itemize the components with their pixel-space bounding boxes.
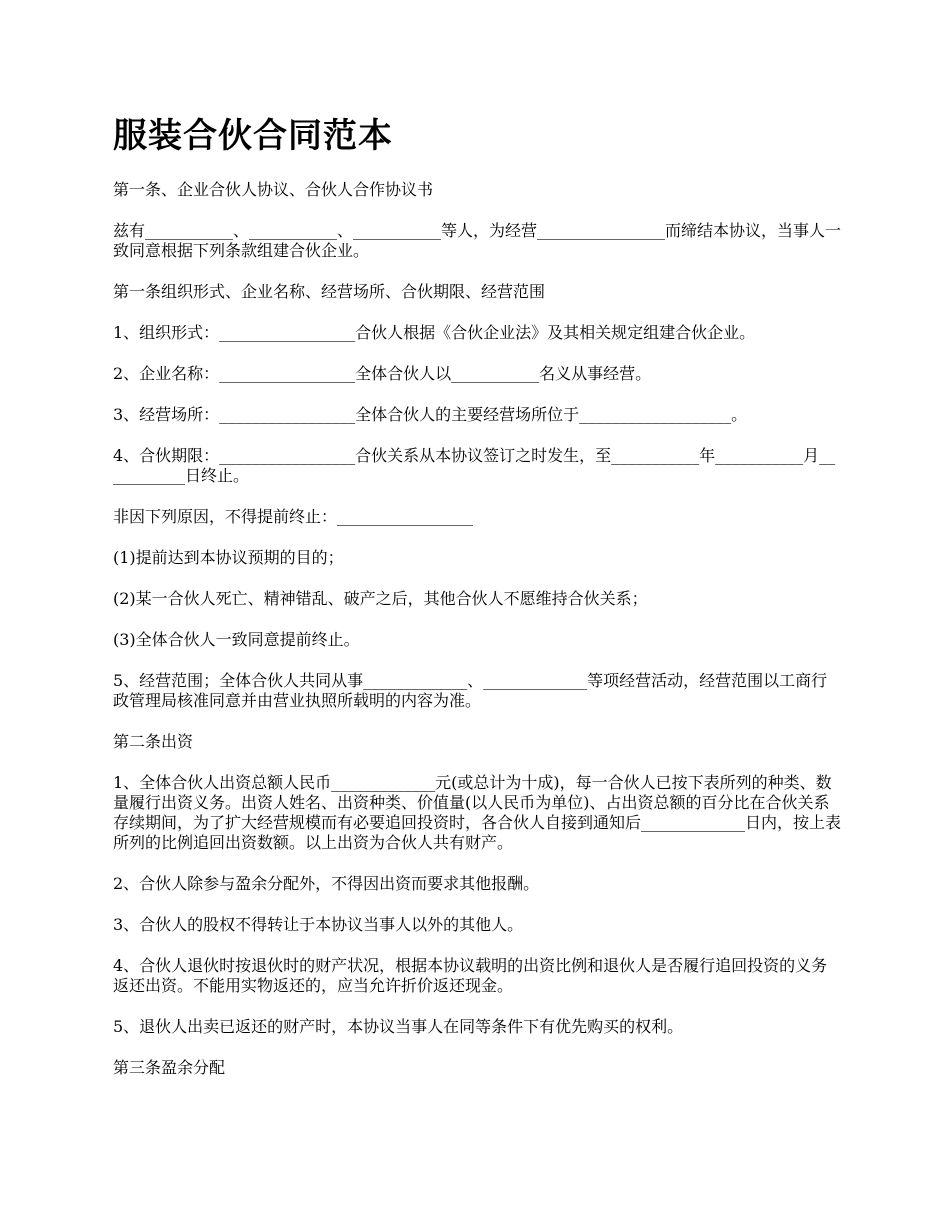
paragraph-partnership-term: 4、合伙期限：_________________合伙关系从本协议签订之时发生，至___________年___________月___________日终止。: [113, 446, 836, 485]
paragraph-article-3-heading: 第三条盈余分配: [113, 1058, 226, 1077]
paragraph-equity-transfer: 3、合伙人的股权不得转让于本协议当事人以外的其他人。: [113, 915, 524, 934]
paragraph-termination-2: (2)某一合伙人死亡、精神错乱、破产之后，其他合伙人不愿维持合伙关系；: [113, 589, 648, 608]
paragraph-section-1-heading: 第一条组织形式、企业名称、经营场所、合伙期限、经营范围: [113, 282, 546, 301]
paragraph-article-1-heading: 第一条、企业合伙人协议、合伙人合作协议书: [113, 180, 434, 199]
document-title: 服装合伙合同范本: [113, 116, 393, 156]
paragraph-withdrawal-refund: 4、合伙人退伙时按退伙时的财产状况，根据本协议载明的出资比例和退伙人是否履行追回投资的义务返还出资。不能用实物返还的，应当允许折价返还现金。: [113, 956, 828, 995]
paragraph-business-place: 3、经营场所：_________________全体合伙人的主要经营场所位于___________________。: [113, 405, 748, 424]
paragraph-org-form: 1、组织形式：_________________合伙人根据《合伙企业法》及其相关规定组建合伙企业。: [113, 323, 756, 342]
paragraph-capital-remuneration: 2、合伙人除参与盈余分配外，不得因出资而要求其他报酬。: [113, 874, 540, 893]
paragraph-preamble: 兹有___________、___________、___________等人，为经营________________而缔结本协议，当事人一致同意根据下列条款组建合伙企业。: [113, 221, 842, 260]
paragraph-preemptive-right: 5、退伙人出卖已返还的财产时，本协议当事人在同等条件下有优先购买的权利。: [113, 1017, 684, 1036]
paragraph-capital-total: 1、全体合伙人出资总额人民币_____________元(或总计为十成)，每一合伙人已按下表所列的种类、数量履行出资义务。出资人姓名、出资种类、价值量(以人民币为单位)、占出资总额的百分比在合伙关系存续期间，为了扩大经营规模而有必要追回投资时，各合伙人自接到通知后_____________日内，按上表所列的比例追回出资数额。以上出资为合伙人共有财产。: [113, 773, 842, 852]
paragraph-termination-3: (3)全体合伙人一致同意提前终止。: [113, 630, 360, 649]
paragraph-termination-intro: 非因下列原因，不得提前终止：_________________: [113, 507, 474, 526]
paragraph-company-name: 2、企业名称：_________________全体合伙人以___________名义从事经营。: [113, 364, 652, 383]
paragraph-termination-1: (1)提前达到本协议预期的目的；: [113, 548, 344, 567]
document-page: [113, 110, 843, 1099]
paragraph-business-scope: 5、经营范围；全体合伙人共同从事_____________、_____________等项经营活动，经营范围以工商行政管理局核准同意并由营业执照所载明的内容为准。: [113, 671, 828, 710]
paragraph-article-2-heading: 第二条出资: [113, 732, 194, 751]
